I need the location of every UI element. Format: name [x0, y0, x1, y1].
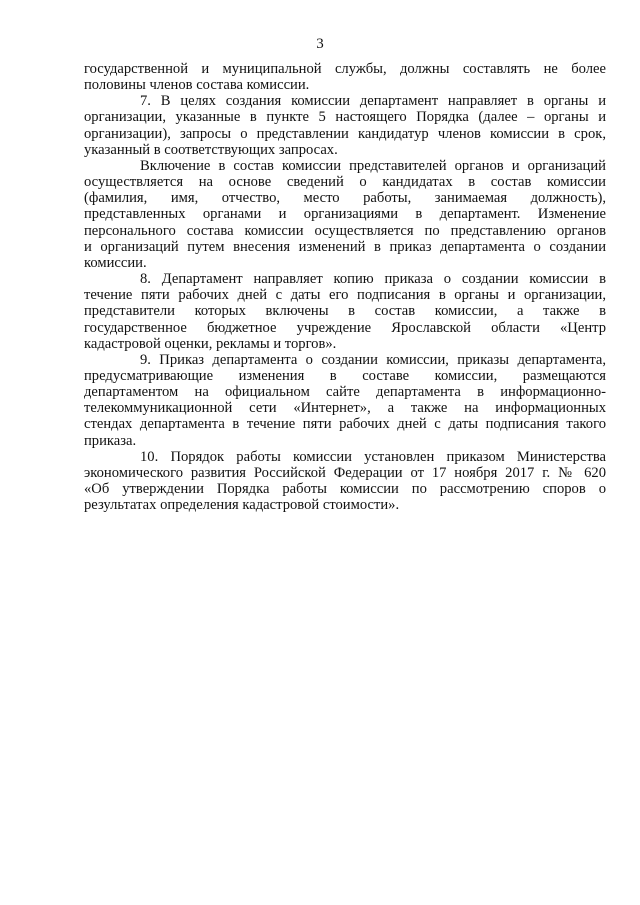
text-line: организации), запросы о представлении кандидатур членов комиссии в срок,	[84, 125, 606, 142]
text-line: государственное бюджетное учреждение Ярославской области «Центр	[84, 319, 606, 336]
text-line: телекоммуникационной сети «Интернет», а также на информационных	[84, 400, 606, 417]
text-line: государственной и муниципальной службы, должны составлять не более	[84, 61, 606, 77]
text-line: «Об утверждении Порядка работы комиссии по рассмотрению споров о	[84, 481, 606, 498]
text-line: и организаций путем внесения изменений в приказ департамента о создании	[84, 238, 606, 255]
text-line: представленных органами и организациями в департамент. Изменение	[84, 206, 606, 223]
text-line: персонального состава комиссии осуществляется по представлению органов	[84, 222, 606, 239]
text-line: осуществляется на основе сведений о кандидатах в состав комиссии	[84, 174, 606, 191]
text-line: указанный в соответствующих запросах.	[84, 141, 338, 158]
text-line: предусматривающие изменения в составе комиссии, размещаются	[84, 367, 606, 384]
text-line: (фамилия, имя, отчество, место работы, занимаемая должность),	[84, 190, 606, 207]
text-line: стендах департамента в течение пяти рабочих дней с даты подписания такого	[84, 416, 606, 433]
text-line: экономического развития Российской Федерации от 17 ноября 2017 г. № 620	[84, 464, 606, 481]
page-number: 3	[316, 36, 324, 52]
paragraph	[84, 449, 606, 514]
paragraph	[84, 61, 606, 93]
text-line: комиссии.	[84, 254, 147, 271]
text-line: половины членов состава комиссии.	[84, 77, 310, 94]
text-line: представители которых включены в состав комиссии, а также в	[84, 303, 606, 320]
paragraph	[84, 271, 606, 352]
text-line: 10. Порядок работы комиссии установлен приказом Министерства	[140, 448, 606, 465]
document-body	[84, 61, 606, 513]
text-line: течение пяти рабочих дней с даты его подписания в органы и организации,	[84, 287, 606, 304]
text-line: организации, указанные в пункте 5 настоящего Порядка (далее – органы и	[84, 109, 606, 126]
text-line: департаментом на официальном сайте департамента в информационно-	[84, 384, 606, 401]
text-line: результатах определения кадастровой стоимости».	[84, 497, 400, 514]
text-line: приказа.	[84, 432, 137, 449]
text-line: Включение в состав комиссии представителей органов и организаций	[140, 157, 606, 174]
text-line: 9. Приказ департамента о создании комиссии, приказы департамента,	[140, 351, 606, 368]
text-line: 8. Департамент направляет копию приказа о создании комиссии в	[140, 271, 606, 288]
text-line: 7. В целях создания комиссии департамент направляет в органы и	[140, 93, 606, 110]
paragraph	[84, 352, 606, 449]
paragraph	[84, 158, 606, 271]
text-line: кадастровой оценки, рекламы и торгов».	[84, 335, 337, 352]
paragraph	[84, 93, 606, 158]
